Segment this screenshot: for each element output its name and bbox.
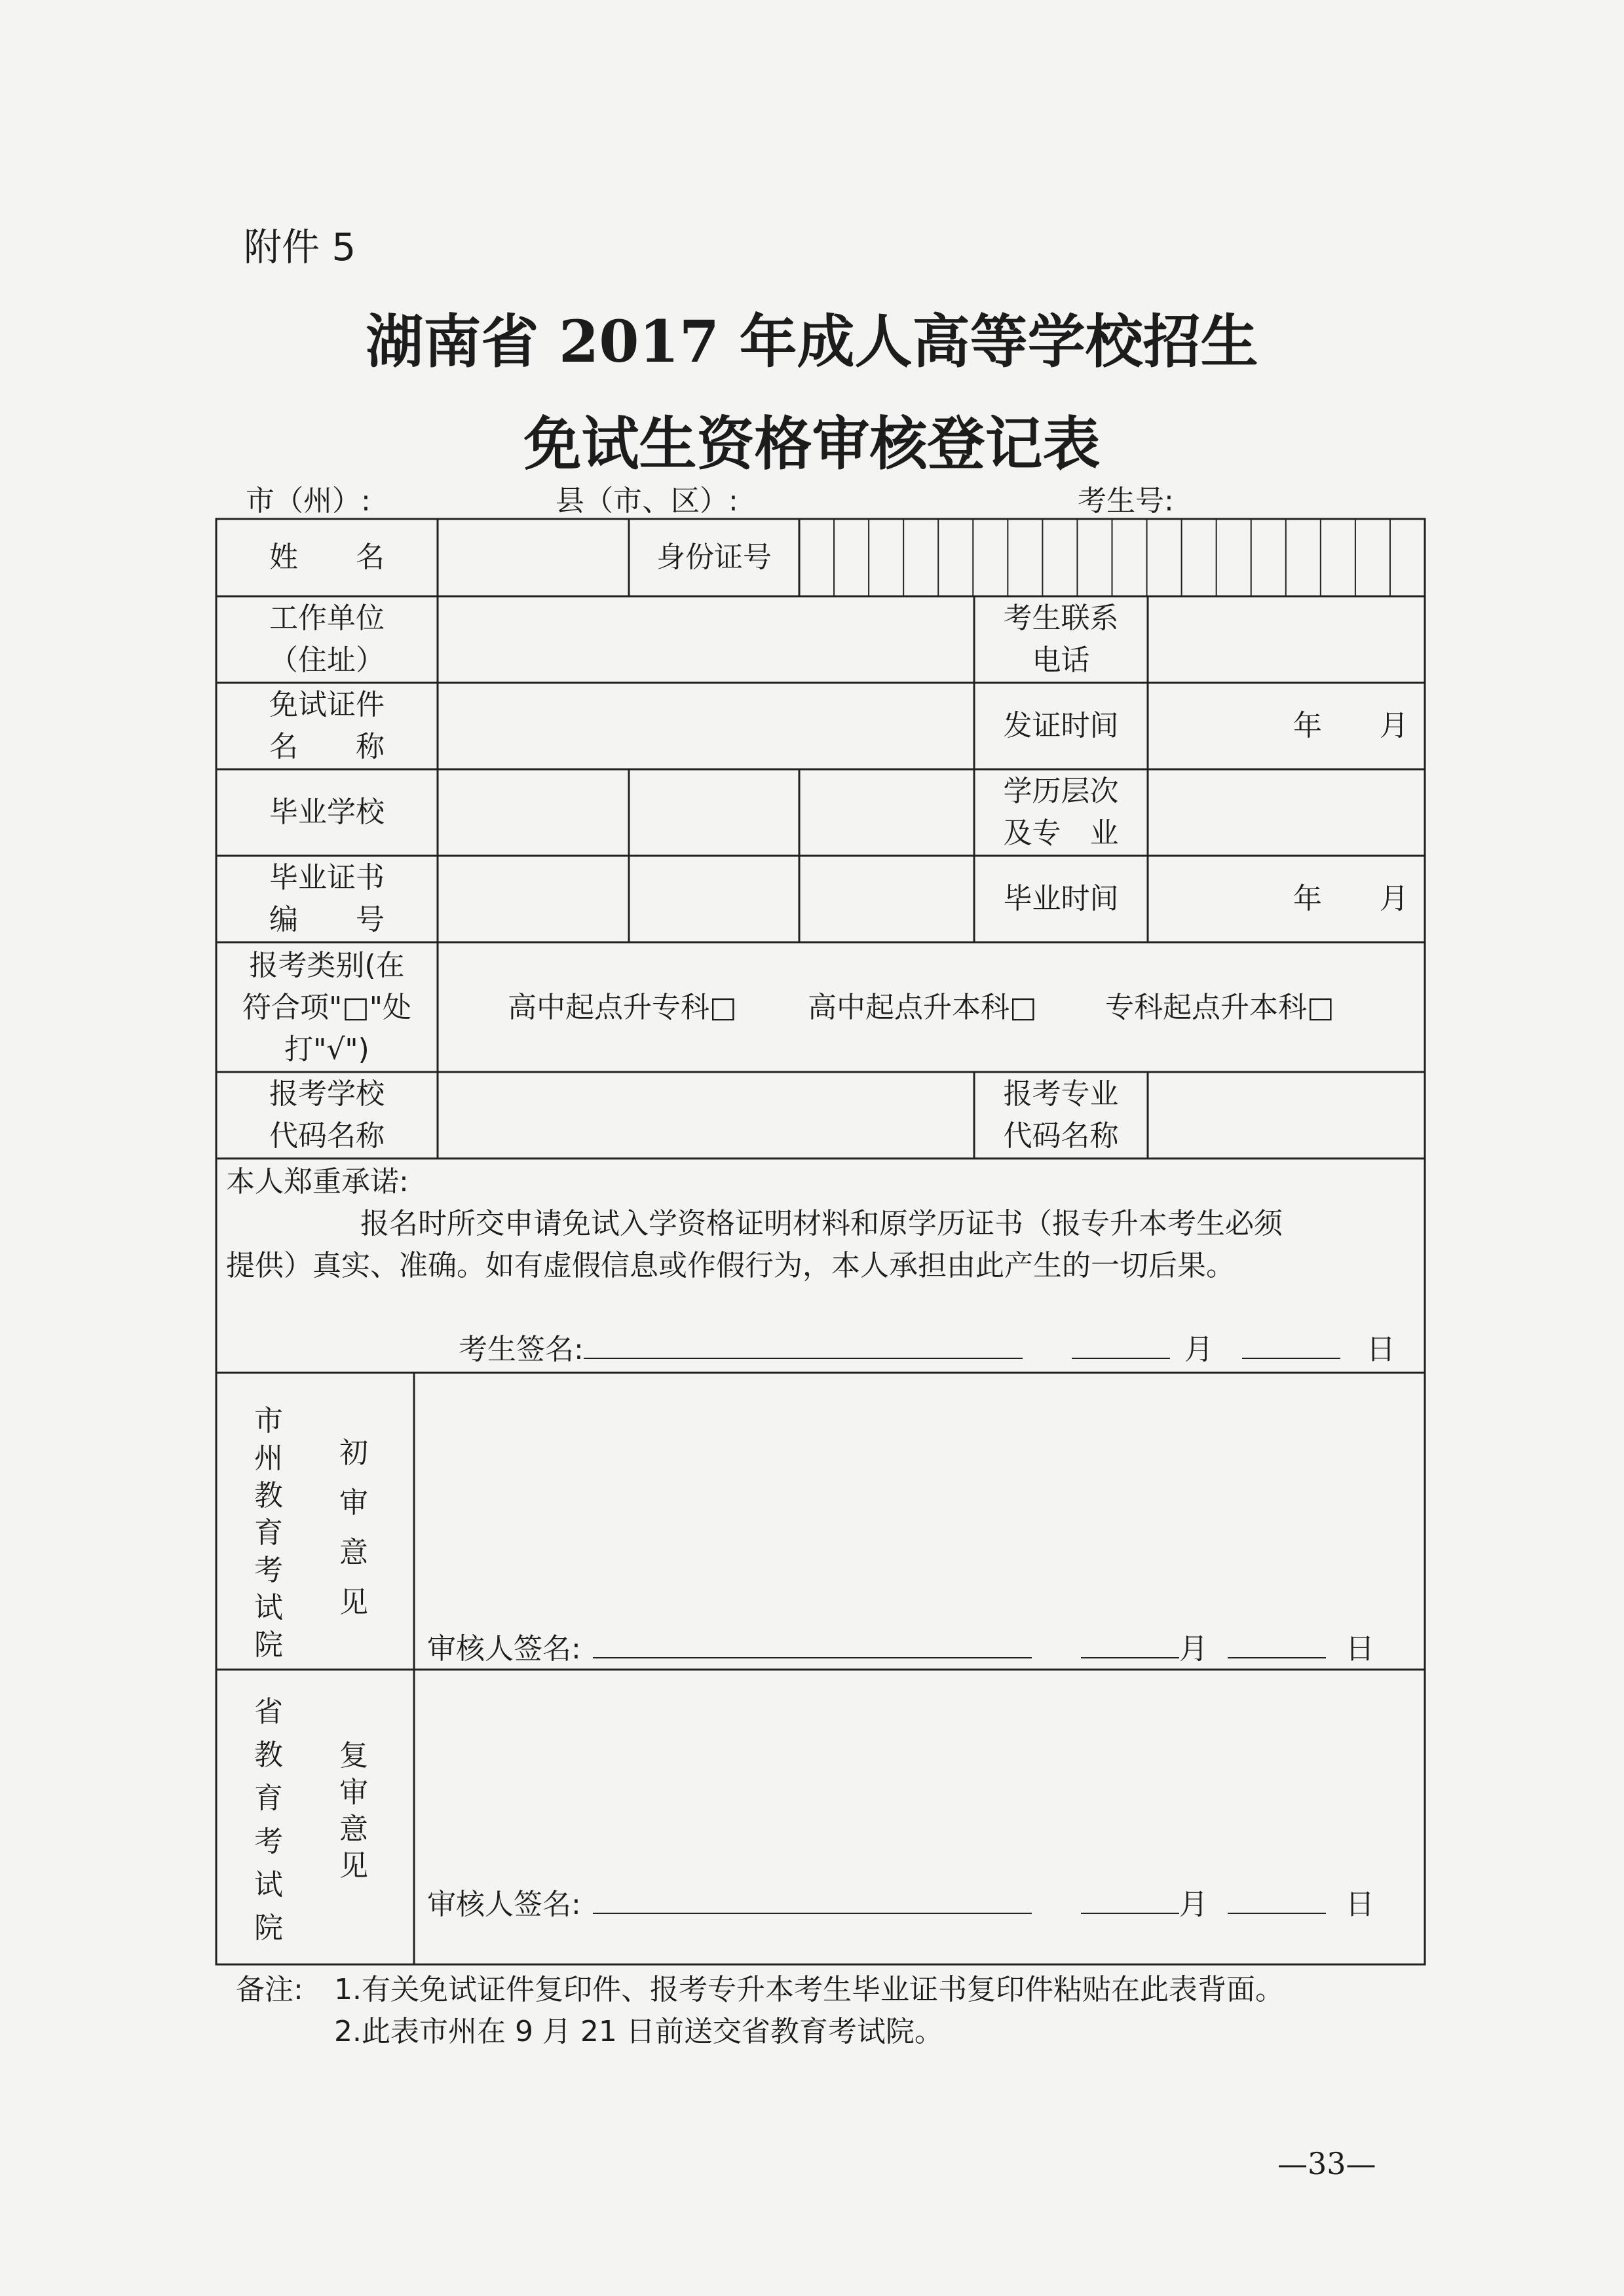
diploma-number-label-line1: 毕业证书 — [269, 861, 385, 894]
province-review-title: 复 审 意 见 — [339, 1739, 368, 1883]
phone-label-line2: 电话 — [1032, 643, 1090, 677]
candidate-signature-month-label: 月 — [1184, 1333, 1213, 1366]
education-label-line1: 学历层次 — [1003, 775, 1119, 808]
school-code-label-line1: 报考学校 — [269, 1077, 385, 1111]
city-reviewer-signature-field[interactable] — [593, 1628, 1032, 1658]
city-review-day-label: 日 — [1345, 1632, 1374, 1666]
cert-name-label-line2: 名 称 — [269, 730, 385, 763]
city-review-title: 初 审 意 见 — [339, 1436, 368, 1619]
category-option-upgrade[interactable]: 专科起点升本科□ — [1105, 991, 1334, 1024]
candidate-signature-field[interactable] — [584, 1329, 1023, 1359]
diploma-number-field-2[interactable] — [630, 857, 798, 941]
school-code-field[interactable] — [439, 1073, 973, 1157]
declaration-heading: 本人郑重承诺: — [226, 1165, 409, 1198]
city-review-month-field[interactable] — [1081, 1628, 1179, 1658]
work-unit-field[interactable] — [439, 598, 973, 681]
candidate-signature-day-label: 日 — [1366, 1333, 1395, 1366]
education-field[interactable] — [1149, 771, 1424, 854]
category-option-college[interactable]: 高中起点升专科□ — [508, 991, 737, 1024]
work-unit-label-line2: （住址） — [269, 643, 385, 677]
grad-school-field-2[interactable] — [630, 771, 798, 854]
candidate-signature-day-field[interactable] — [1242, 1329, 1340, 1359]
school-code-label-line2: 代码名称 — [269, 1119, 385, 1153]
page-number: —33— — [1277, 2146, 1376, 2181]
grad-school-field-1[interactable] — [439, 771, 628, 854]
province-reviewer-signature-label: 审核人签名: — [427, 1888, 581, 1921]
province-reviewer-signature-field[interactable] — [593, 1884, 1032, 1914]
major-code-field[interactable] — [1149, 1073, 1424, 1157]
province-review-day-label: 日 — [1345, 1888, 1374, 1921]
city-review-org: 市 州 教 育 考 试 院 — [254, 1404, 283, 1662]
candidate-number-label: 考生号: — [1078, 484, 1174, 518]
category-option-bachelor[interactable]: 高中起点升本科□ — [808, 991, 1037, 1024]
county-field-label: 县（市、区）: — [556, 484, 738, 518]
city-review-opinion-field[interactable] — [415, 1374, 1424, 1610]
category-label-line2: 符合项"□"处 — [242, 991, 412, 1024]
id-number-label: 身份证号 — [656, 541, 772, 574]
province-review-month-label: 月 — [1179, 1888, 1208, 1921]
phone-field[interactable] — [1149, 598, 1424, 681]
cert-name-label-line1: 免试证件 — [269, 688, 385, 721]
province-review-org: 省 教 育 考 试 院 — [254, 1695, 283, 1945]
id-number-field[interactable] — [801, 520, 1424, 595]
declaration-text-line2: 提供）真实、准确。如有虚假信息或作假行为，本人承担由此产生的一切后果。 — [226, 1249, 1235, 1282]
city-review-month-label: 月 — [1179, 1632, 1208, 1666]
declaration-text-line1: 报名时所交申请免试入学资格证明材料和原学历证书（报专升本考生必须 — [360, 1207, 1283, 1240]
document-title-line1: 湖南省 2017 年成人高等学校招生 — [366, 307, 1258, 375]
issue-date-label: 发证时间 — [1003, 709, 1119, 742]
major-code-label-line1: 报考专业 — [1003, 1077, 1119, 1111]
work-unit-label-line1: 工作单位 — [269, 602, 385, 635]
attachment-label: 附件 5 — [244, 225, 356, 269]
note-2: 2.此表市州在 9 月 21 日前送交省教育考试院。 — [334, 2015, 943, 2048]
province-review-signature-row — [427, 1884, 1410, 1926]
city-field-label: 市（州）: — [246, 484, 371, 518]
province-review-opinion-field[interactable] — [415, 1671, 1424, 1867]
grad-school-field-3[interactable] — [801, 771, 973, 854]
phone-label-line1: 考生联系 — [1003, 602, 1119, 635]
diploma-number-field-3[interactable] — [801, 857, 973, 941]
category-label-line1: 报考类别(在 — [249, 949, 405, 982]
diploma-number-label-line2: 编 号 — [269, 903, 385, 936]
city-review-signature-row — [427, 1628, 1410, 1670]
candidate-signature-row — [459, 1329, 1402, 1371]
grad-school-label: 毕业学校 — [269, 795, 385, 829]
note-1: 1.有关免试证件复印件、报考专升本考生毕业证书复印件粘贴在此表背面。 — [334, 1973, 1284, 2006]
name-label: 姓 名 — [269, 541, 385, 574]
notes-label: 备注: — [236, 1973, 303, 2006]
province-review-month-field[interactable] — [1081, 1884, 1179, 1914]
major-code-label-line2: 代码名称 — [1003, 1119, 1119, 1153]
issue-date-field[interactable]: 年 月 — [1293, 709, 1408, 742]
candidate-signature-month-field[interactable] — [1072, 1329, 1170, 1359]
diploma-number-field-1[interactable] — [439, 857, 628, 941]
candidate-signature-label: 考生签名: — [459, 1333, 584, 1366]
city-review-day-field[interactable] — [1228, 1628, 1326, 1658]
name-field[interactable] — [439, 520, 628, 595]
province-review-day-field[interactable] — [1228, 1884, 1326, 1914]
grad-date-field[interactable]: 年 月 — [1293, 882, 1408, 915]
city-reviewer-signature-label: 审核人签名: — [427, 1632, 581, 1666]
category-label-line3: 打"√") — [284, 1033, 369, 1066]
education-label-line2: 及专 业 — [1003, 816, 1119, 850]
grad-date-label: 毕业时间 — [1003, 882, 1119, 915]
cert-name-field[interactable] — [439, 684, 973, 768]
document-title-line2: 免试生资格审核登记表 — [523, 410, 1101, 478]
